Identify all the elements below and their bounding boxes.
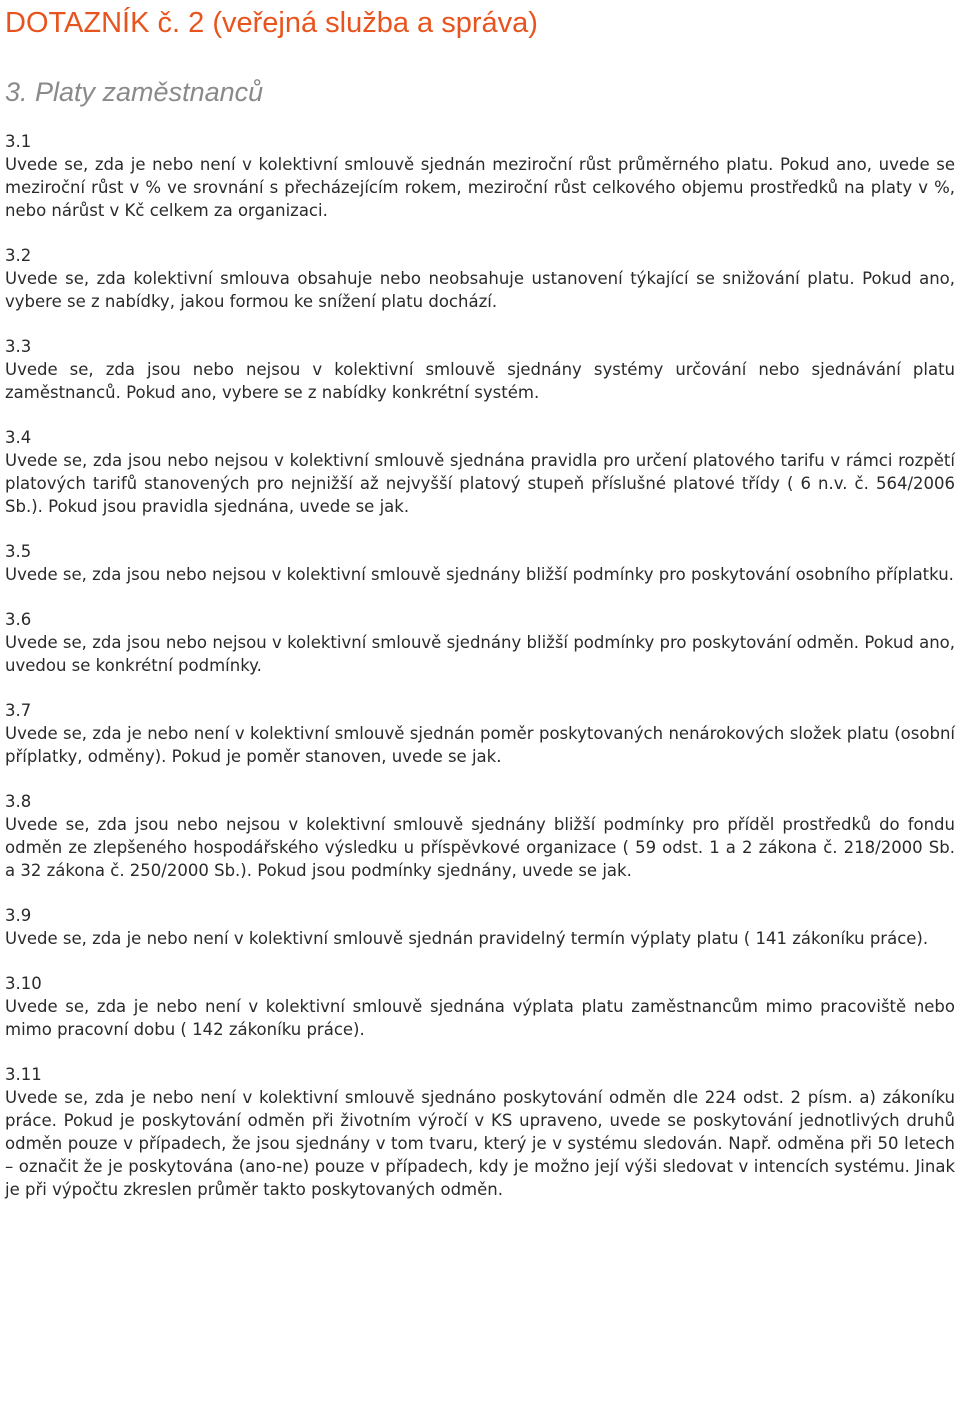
section-text: Uvede se, zda jsou nebo nejsou v kolektivní smlouvě sjednány systémy určování nebo sjednávání platu zaměstnanců. Pokud ano, vybere se z nabídky konkrétní systém. — [5, 360, 955, 402]
section-3-3 — [5, 335, 955, 404]
section-number: 3.11 — [5, 1065, 42, 1084]
section-3-10 — [5, 972, 955, 1041]
section-text: Uvede se, zda jsou nebo nejsou v kolektivní smlouvě sjednány bližší podmínky pro poskytování osobního příplatku. — [5, 565, 954, 584]
document-page — [0, 6, 960, 1201]
section-text: Uvede se, zda je nebo není v kolektivní smlouvě sjednáno poskytování odměn dle 224 odst. 2 písm. a) zákoníku práce. Pokud je poskytování odměn při životním výročí v KS upraveno, uvede se poskytování jednotlivých druhů odměn pouze v případech, že jsou sjednány v tom tvaru, který je v systému sledován. Např. odměna při 50 letech – označit že je poskytována (ano-ne) pouze v případech, kdy je možno její výši sledovat v intencích systému. Jinak je při výpočtu zkreslen průměr takto poskytovaných odměn. — [5, 1088, 955, 1199]
section-number: 3.4 — [5, 428, 32, 447]
section-text: Uvede se, zda jsou nebo nejsou v kolektivní smlouvě sjednána pravidla pro určení platového tarifu v rámci rozpětí platových tarifů stanovených pro nejnižší až nejvyšší platový stupeň příslušné platové třídy ( 6 n.v. č. 564/2006 Sb.). Pokud jsou pravidla sjednána, uvede se jak. — [5, 451, 955, 516]
section-number: 3.7 — [5, 701, 32, 720]
section-text: Uvede se, zda je nebo není v kolektivní smlouvě sjednán meziroční růst průměrného platu. Pokud ano, uvede se meziroční růst v % ve srovnání s přecházejícím rokem, meziroční růst celkového objemu prostředků na platy v %, nebo nárůst v Kč celkem za organizaci. — [5, 155, 955, 220]
section-text: Uvede se, zda kolektivní smlouva obsahuje nebo neobsahuje ustanovení týkající se snižování platu. Pokud ano, vybere se z nabídky, jakou formou ke snížení platu dochází. — [5, 269, 955, 311]
section-text: Uvede se, zda je nebo není v kolektivní smlouvě sjednána výplata platu zaměstnancům mimo pracoviště nebo mimo pracovní dobu ( 142 zákoníku práce). — [5, 997, 955, 1039]
section-text: Uvede se, zda jsou nebo nejsou v kolektivní smlouvě sjednány bližší podmínky pro poskytování odměn. Pokud ano, uvedou se konkrétní podmínky. — [5, 633, 955, 675]
section-3-4 — [5, 426, 955, 518]
section-3-2 — [5, 244, 955, 313]
section-3-8 — [5, 790, 955, 882]
sections-list — [5, 130, 955, 1201]
section-number: 3.9 — [5, 906, 32, 925]
section-number: 3.3 — [5, 337, 32, 356]
section-text: Uvede se, zda je nebo není v kolektivní smlouvě sjednán poměr poskytovaných nenárokových složek platu (osobní příplatky, odměny). Pokud je poměr stanoven, uvede se jak. — [5, 724, 955, 766]
section-number: 3.10 — [5, 974, 42, 993]
section-3-11 — [5, 1063, 955, 1201]
section-3-5 — [5, 540, 955, 586]
section-number: 3.6 — [5, 610, 32, 629]
section-3-9 — [5, 904, 955, 950]
section-3-7 — [5, 699, 955, 768]
chapter-title: 3. Platy zaměstnanců — [5, 77, 264, 107]
section-text: Uvede se, zda jsou nebo nejsou v kolektivní smlouvě sjednány bližší podmínky pro příděl prostředků do fondu odměn ze zlepšeného hospodářského výsledku u příspěvkové organizace ( 59 odst. 1 a 2 zákona č. 218/2000 Sb. a 32 zákona č. 250/2000 Sb.). Pokud jsou podmínky sjednány, uvede se jak. — [5, 815, 955, 880]
section-3-1 — [5, 130, 955, 222]
section-3-6 — [5, 608, 955, 677]
section-number: 3.2 — [5, 246, 32, 265]
section-number: 3.8 — [5, 792, 32, 811]
section-number: 3.5 — [5, 542, 32, 561]
document-title: DOTAZNÍK č. 2 (veřejná služba a správa) — [5, 7, 538, 39]
section-text: Uvede se, zda je nebo není v kolektivní smlouvě sjednán pravidelný termín výplaty platu ( 141 zákoníku práce). — [5, 929, 929, 948]
section-number: 3.1 — [5, 132, 32, 151]
